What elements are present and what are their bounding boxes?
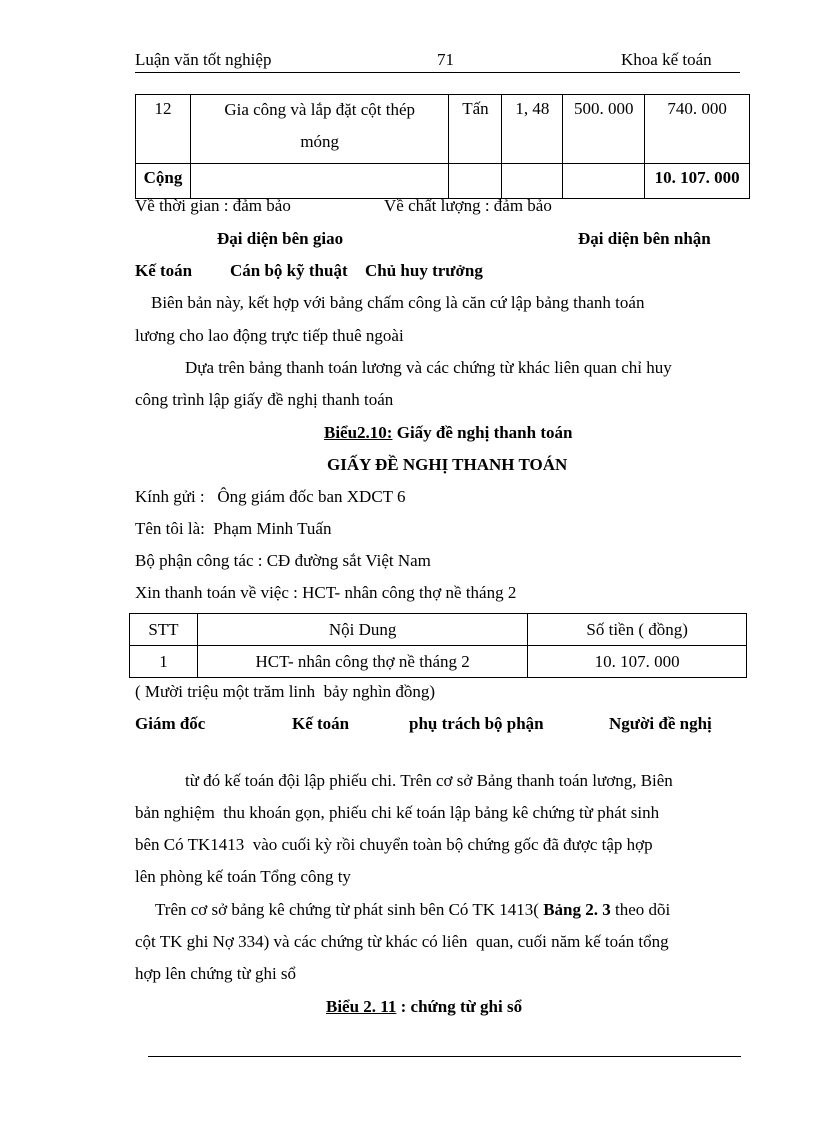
para1-line2: lương cho lao động trực tiếp thuê ngoài — [135, 326, 404, 345]
footer-rule — [148, 1056, 741, 1057]
table-total-row — [136, 164, 750, 199]
cell-qty: 1, 48 — [502, 95, 563, 164]
cell-unit: Tấn — [449, 95, 502, 164]
form-title: GIẤY ĐỀ NGHỊ THANH TOÁN — [327, 455, 568, 474]
header-rule — [135, 72, 740, 73]
amount-in-words: ( Mười triệu một trăm linh bảy nghìn đồng) — [135, 682, 436, 701]
field-dept: Bộ phận công tác : CĐ đường sắt Việt Nam — [135, 551, 431, 570]
cell-name-line2: móng — [300, 132, 340, 151]
work-table — [135, 94, 750, 199]
signer-requester: Người đề nghị — [609, 714, 712, 733]
para4-line2: cột TK ghi Nợ 334) và các chứng từ khác có liên quan, cuối năm kế toán tổng — [135, 932, 669, 951]
empty-cell — [449, 164, 502, 199]
row-stt: 1 — [130, 646, 198, 678]
form-caption — [324, 423, 572, 443]
signer-commander: Chủ huy trưởng — [365, 261, 483, 280]
cell-name — [190, 95, 448, 164]
total-amount: 10. 107. 000 — [645, 164, 750, 199]
para4-line1-b: Bảng 2. 3 — [538, 900, 611, 919]
header-stt: STT — [130, 614, 198, 646]
header-right: Khoa kế toán — [621, 50, 712, 69]
final-caption-text: : chứng từ ghi sổ — [396, 997, 523, 1016]
page-number: 71 — [437, 50, 454, 69]
final-caption-label: Biểu 2. 11 — [326, 997, 397, 1016]
para3-line3: bên Có TK1413 vào cuối kỳ rồi chuyển toàn bộ chứng gốc đã được tập hợp — [135, 835, 653, 854]
para4-line1-c: theo dõi — [610, 900, 671, 919]
final-caption — [326, 997, 522, 1017]
field-purpose: Xin thanh toán về việc : HCT- nhân công thợ nề tháng 2 — [135, 583, 517, 602]
para4-line3: hợp lên chứng từ ghi sổ — [135, 964, 297, 983]
signer-accountant-2: Kế toán — [292, 714, 350, 733]
empty-cell — [502, 164, 563, 199]
signer-engineer: Cán bộ kỹ thuật — [230, 261, 348, 280]
form-caption-text: Giấy đề nghị thanh toán — [392, 423, 573, 442]
signer-director: Giám đốc — [135, 714, 206, 733]
payment-table — [129, 613, 747, 678]
cell-stt: 12 — [136, 95, 191, 164]
eval-time: Về thời gian : đảm bảo — [135, 196, 291, 215]
para2-line1: Dựa trên bảng thanh toán lương và các chứng từ khác liên quan chỉ huy — [185, 358, 672, 377]
cell-name-line1: Gia công và lắp đặt cột thép — [224, 100, 416, 119]
rep-receiver: Đại diện bên nhận — [578, 229, 711, 248]
para3-line1: từ đó kế toán đội lập phiếu chi. Trên cơ sở Bảng thanh toán lương, Biên — [185, 771, 673, 790]
signer-accountant: Kế toán — [135, 261, 193, 280]
empty-cell — [563, 164, 645, 199]
cell-amount: 740. 000 — [645, 95, 750, 164]
eval-quality: Về chất lượng : đảm bảo — [384, 196, 552, 215]
para3-line4: lên phòng kế toán Tổng công ty — [135, 867, 351, 886]
para1-line1: Biên bản này, kết hợp với bảng chấm công là căn cứ lập bảng thanh toán — [151, 293, 645, 312]
row-amount: 10. 107. 000 — [528, 646, 747, 678]
field-name: Tên tôi là: Phạm Minh Tuấn — [135, 519, 332, 538]
rep-giver: Đại diện bên giao — [217, 229, 344, 248]
row-content: HCT- nhân công thợ nề tháng 2 — [197, 646, 527, 678]
header-left: Luận văn tốt nghiệp — [135, 50, 272, 69]
para2-line2: công trình lập giấy đề nghị thanh toán — [135, 390, 394, 409]
para3-line2: bản nghiệm thu khoán gọn, phiếu chi kế toán lập bảng kê chứng từ phát sinh — [135, 803, 660, 822]
field-to: Kính gửi : Ông giám đốc ban XDCT 6 — [135, 487, 406, 506]
total-label: Cộng — [136, 164, 191, 199]
header-content: Nội Dung — [197, 614, 527, 646]
table-row — [136, 95, 750, 164]
para4-line1 — [155, 900, 670, 920]
empty-cell — [190, 164, 448, 199]
form-caption-label: Biểu2.10: — [324, 423, 393, 442]
header-amount: Số tiền ( đồng) — [528, 614, 747, 646]
table-row — [130, 646, 747, 678]
signer-dept-head: phụ trách bộ phận — [409, 714, 544, 733]
table-header-row — [130, 614, 747, 646]
cell-price: 500. 000 — [563, 95, 645, 164]
para4-line1-a: Trên cơ sở bảng kê chứng từ phát sinh bên Có TK 1413( — [155, 900, 539, 919]
